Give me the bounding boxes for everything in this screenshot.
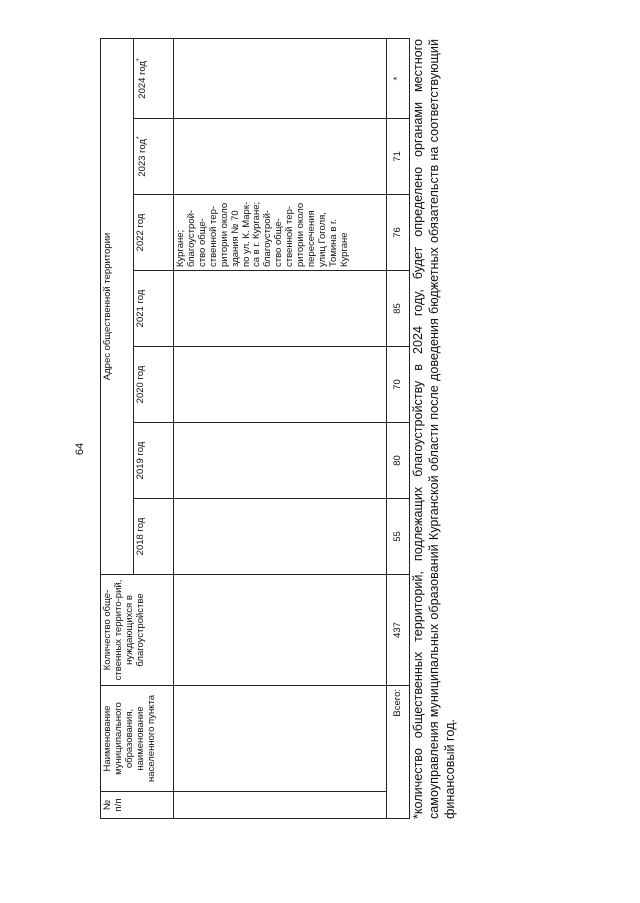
page-number: 64 [74, 442, 86, 456]
header-year-2023 [134, 119, 174, 195]
body-cell-2024 [174, 39, 387, 119]
total-2020: 70 [387, 347, 410, 423]
year-2024-label: 2024 год [137, 61, 149, 99]
total-2021: 85 [387, 271, 410, 347]
year-2024-star: * [136, 58, 143, 62]
header-municipality: Наименование муниципального образования, наименование населенного пункта [101, 686, 174, 792]
body-cell-2020 [174, 347, 387, 423]
total-2019: 80 [387, 423, 410, 499]
body-cell-municipality [174, 686, 387, 792]
body-cell-2023 [174, 119, 387, 195]
total-2018: 55 [387, 499, 410, 575]
body-cell-num [174, 792, 387, 819]
body-cell-2019 [174, 423, 387, 499]
body-cell-2022 [174, 195, 387, 271]
header-count: Количество обще-ственных террито-рий, нуждающихся в благоустройстве [101, 575, 174, 686]
territories-table [100, 38, 410, 819]
header-year-2020: 2020 год [134, 347, 174, 423]
body-cell-count [174, 575, 387, 686]
total-2023: 71 [387, 119, 410, 195]
header-year-2021: 2021 год [134, 271, 174, 347]
header-num: № п/п [101, 792, 174, 819]
footnote: *количество общественных территорий, подлежащих благоустройству в 2024 году, будет определено органами местного самоуправления муниципальных образований Курганской области после доведения бюджетных обязательств на соответствующий финансовый год. [411, 39, 457, 819]
rotated-table-container [100, 39, 410, 819]
year-2023-star: * [136, 136, 143, 140]
body-cell-2021 [174, 271, 387, 347]
total-count: 437 [387, 575, 410, 686]
year-2023-label: 2023 год [137, 139, 149, 177]
header-year-2018: 2018 год [134, 499, 174, 575]
header-year-2022: 2022 год [134, 195, 174, 271]
total-2022: 76 [387, 195, 410, 271]
total-label: Всего: [387, 686, 410, 819]
total-2024: * [387, 39, 410, 119]
cell-2022-text: Кургане; благоустрой- ство обще- ственной тер- ритории около здания № 70 по ул. К. Марк- са в г. Кургане; благоустрой- ство обще- ственной тер- ритории около пересечения улиц Гоголя, Томина в г. Кургане [175, 201, 350, 267]
header-year-2019: 2019 год [134, 423, 174, 499]
header-address-group: Адрес общественной территории [101, 39, 134, 575]
body-cell-2018 [174, 499, 387, 575]
header-year-2024 [134, 39, 174, 119]
